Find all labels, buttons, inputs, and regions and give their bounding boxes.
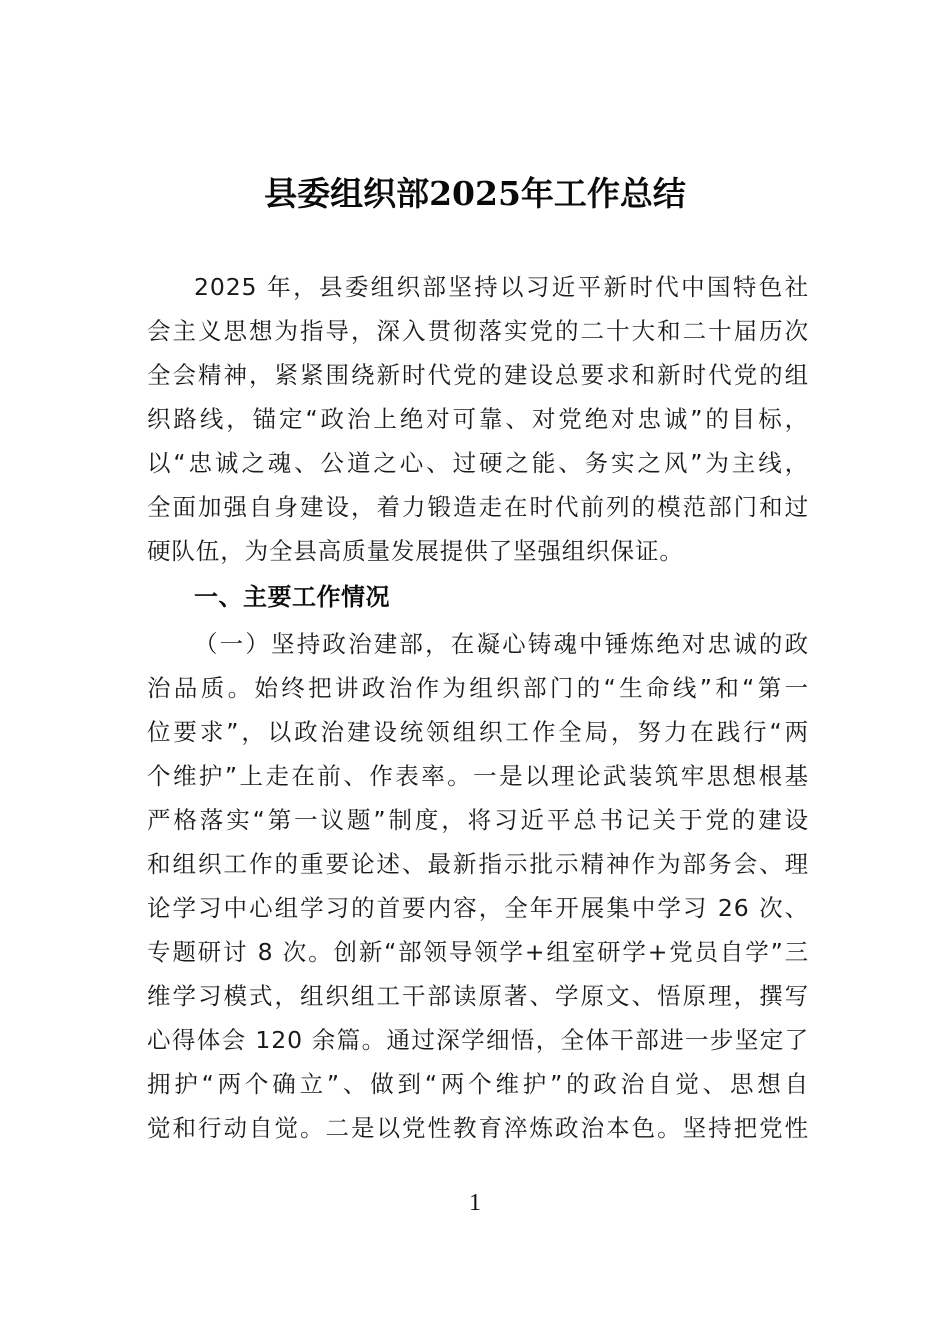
paragraph-line: 会主义思想为指导，深入贯彻落实党的二十大和二十届历次 [147,317,809,345]
page-number: 1 [469,1190,481,1216]
paragraph-line: 位要求”，以政治建设统领组织工作全局，努力在践行“两 [147,718,809,746]
paragraph-line: 硬队伍，为全县高质量发展提供了坚强组织保证。 [147,537,684,565]
paragraph-line: 心得体会 120 余篇。通过深学细悟，全体干部进一步坚定了 [147,1026,809,1054]
paragraph-line: 维学习模式，组织组工干部读原著、学原文、悟原理，撰写 [147,982,809,1010]
paragraph-line: 严格落实“第一议题”制度，将习近平总书记关于党的建设 [147,806,809,834]
paragraph-line: 治品质。始终把讲政治作为组织部门的“生命线”和“第一 [147,674,809,702]
paragraph-line: 拥护“两个确立”、做到“两个维护”的政治自觉、思想自 [147,1070,809,1098]
paragraph-line: 专题研讨 8 次。创新“部领导领学+组室研学+党员自学”三 [147,938,809,966]
document-title: 县委组织部2025年工作总结 [264,174,686,213]
paragraph-line: 2025 年，县委组织部坚持以习近平新时代中国特色社 [194,273,809,301]
paragraph-line: 全会精神，紧紧围绕新时代党的建设总要求和新时代党的组 [147,361,809,389]
document-body [147,265,809,1150]
subsection-paragraph [147,622,809,1150]
paragraph-line: 织路线，锚定“政治上绝对可靠、对党绝对忠诚”的目标， [147,405,809,433]
section-heading: 一、主要工作情况 [194,583,390,611]
paragraph-line: 全面加强自身建设，着力锻造走在时代前列的模范部门和过 [147,493,809,521]
paragraph-line: 个维护”上走在前、作表率。一是以理论武装筑牢思想根基 [147,762,809,790]
paragraph-line: 以“忠诚之魂、公道之心、过硬之能、务实之风”为主线， [147,449,809,477]
paragraph-line: 论学习中心组学习的首要内容，全年开展集中学习 26 次、 [147,894,809,922]
paragraph-line: 和组织工作的重要论述、最新指示批示精神作为部务会、理 [147,850,809,878]
paragraph-line: 觉和行动自觉。二是以党性教育淬炼政治本色。坚持把党性 [147,1114,809,1142]
intro-paragraph [147,265,809,573]
subsection-heading-line: （一）坚持政治建部，在凝心铸魂中锤炼绝对忠诚的政 [194,630,809,658]
